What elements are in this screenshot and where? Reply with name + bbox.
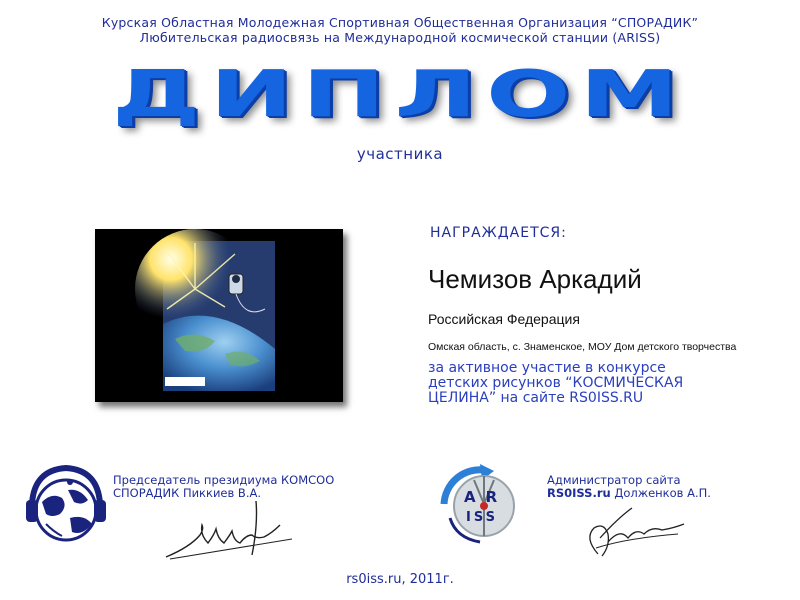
recipient-name: Чемизов Аркадий	[428, 264, 642, 294]
ariss-logo	[436, 462, 522, 548]
right-signatory-site: RS0ISS.ru	[547, 486, 611, 500]
org-name-line2: Любительская радиосвязь на Международной космической станции (ARISS)	[139, 30, 661, 45]
left-signatory-title: Председатель президиума КОМСОО	[113, 473, 335, 487]
footer-site-year: rs0iss.ru, 2011г.	[346, 572, 454, 587]
contest-drawing-image	[95, 229, 343, 402]
recipient-location: Омская область, с. Знаменское, МОУ Дом детского творчества	[428, 341, 737, 353]
merit-text	[428, 361, 768, 406]
contest-drawing-frame	[95, 229, 343, 402]
globe-headphones-icon	[22, 462, 106, 548]
right-signatory-name: Долженков А.П.	[610, 486, 711, 500]
merit-line: за активное участие в конкурсе	[428, 360, 666, 376]
merit-line: ЦЕЛИНА” на сайте RS0ISS.RU	[428, 390, 644, 406]
awarded-label: НАГРАЖДАЕТСЯ:	[430, 225, 567, 241]
org-name-line1: Курская Областная Молодежная Спортивная Общественная Организация “СПОРАДИК”	[101, 15, 699, 30]
right-signatory-title: Администратор сайта	[547, 473, 681, 487]
left-signature	[160, 495, 300, 565]
sporadik-globe-logo	[22, 462, 106, 548]
handwritten-signature-icon	[160, 495, 300, 565]
diploma-subtitle: участника	[356, 145, 444, 163]
ariss-logo-top-text: AR	[464, 488, 508, 506]
merit-line: детских рисунков “КОСМИЧЕСКАЯ	[428, 375, 684, 391]
diploma-title: ДИПЛОМ	[112, 58, 688, 132]
recipient-country: Российская Федерация	[428, 311, 580, 327]
ariss-logo-bottom-text: ISS	[466, 510, 498, 525]
left-signatory-name: СПОРАДИК Пиккиев В.А.	[113, 486, 262, 500]
right-signature	[578, 498, 688, 564]
handwritten-signature-icon	[578, 498, 688, 564]
right-signatory	[547, 474, 711, 500]
